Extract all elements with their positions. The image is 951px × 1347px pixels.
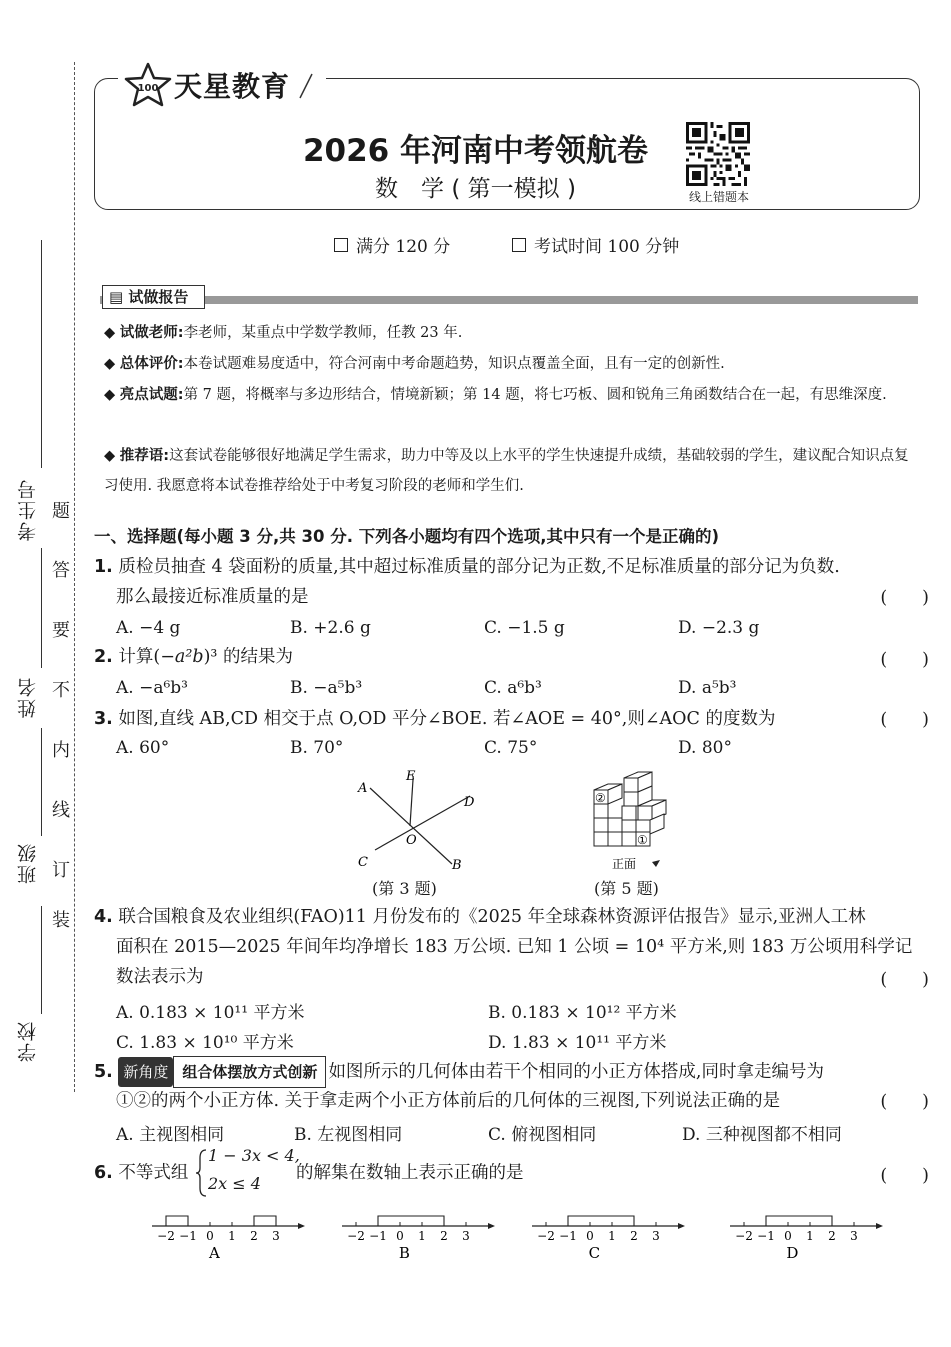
- exam-number-label: 考生号: [17, 478, 39, 541]
- tick-label: 3: [462, 1229, 470, 1243]
- choice-label: C: [588, 1244, 601, 1262]
- class-label: 班级: [17, 842, 39, 884]
- page-title: 2026 年河南中考领航卷: [302, 133, 649, 169]
- tick-label: 3: [850, 1229, 858, 1243]
- point-label-d: D: [464, 795, 475, 810]
- brace-icon: [196, 1148, 208, 1198]
- question-expression: −a²b: [160, 647, 204, 667]
- point-label-b: B: [452, 858, 462, 873]
- question-1-line2: 那么最接近标准质量的是: [116, 587, 309, 607]
- innovation-tag: 组合体摆放方式创新: [173, 1056, 326, 1088]
- front-arrow-icon: [652, 860, 660, 867]
- numberline-b[interactable]: [340, 1204, 500, 1264]
- figure-3-lines: [340, 766, 490, 876]
- question-4: [94, 902, 932, 932]
- report-item-text: 这套试卷能够很好地满足学生需求，助力中等及以上水平的学生快速提升成绩，基础较弱的学生，建议配合知识点复习使用. 我愿意将本试卷推荐给处于中考复习阶段的老师和学生们.: [104, 448, 909, 494]
- report-item: ◆ 试做老师:李老师，某重点中学数学教师，任教 23 年.: [104, 325, 463, 341]
- axis-arrow-icon: [876, 1223, 883, 1229]
- name-blank[interactable]: [41, 548, 42, 668]
- report-item: ◆ 亮点试题:第 7 题，将概率与多边形结合，情境新颖；第 14 题，将七巧板、圆和锐角三角函数结合在一起，有思维深度.: [104, 387, 887, 403]
- answer-blank[interactable]: ( ): [880, 1092, 929, 1112]
- solution-bracket: [254, 1216, 276, 1226]
- school-label: 学校: [17, 1020, 39, 1062]
- numberline-c[interactable]: [530, 1204, 690, 1264]
- choice-label: B: [398, 1244, 410, 1262]
- report-item-label: 试做老师:: [119, 325, 184, 341]
- option-c[interactable]: C. 1.83 × 10¹⁰ 平方米: [116, 1033, 294, 1053]
- option-b[interactable]: B. 0.183 × 10¹² 平方米: [488, 1003, 677, 1023]
- tick-label: 0: [396, 1229, 404, 1243]
- seal-char: 线: [52, 800, 70, 821]
- option-b[interactable]: B. 70°: [290, 738, 344, 758]
- axis-arrow-icon: [488, 1223, 495, 1229]
- point-label-e: E: [406, 769, 416, 784]
- school-blank[interactable]: [41, 906, 42, 1014]
- report-tag-label: 试做报告: [128, 288, 189, 306]
- option-a[interactable]: A. 0.183 × 10¹¹ 平方米: [116, 1003, 305, 1023]
- tick-label: −2: [537, 1229, 555, 1243]
- solution-bracket: [766, 1216, 832, 1226]
- question-number: 4.: [94, 907, 113, 927]
- tick-label: 2: [250, 1229, 258, 1243]
- answer-blank[interactable]: ( ): [880, 970, 929, 990]
- question-2: [94, 642, 932, 672]
- answer-blank[interactable]: ( ): [880, 710, 929, 730]
- option-a[interactable]: A. −a⁶b³: [116, 678, 188, 698]
- name-label: 姓名: [17, 676, 39, 718]
- question-text: )³ 的结果为: [203, 647, 293, 667]
- seal-char: 内: [52, 740, 70, 761]
- question-number: 5.: [94, 1062, 113, 1082]
- star-logo-icon: [122, 62, 174, 108]
- brand-slash-icon: [296, 70, 316, 100]
- checkbox-icon: [334, 238, 348, 252]
- question-text: 不等式组: [118, 1163, 189, 1183]
- question-5: [94, 1056, 932, 1088]
- report-item-label: 推荐语:: [119, 448, 170, 464]
- option-d[interactable]: D. 三种视图都不相同: [682, 1125, 842, 1145]
- binding-dashed-line: [74, 62, 75, 1092]
- figure-5-caption: (第 5 题): [594, 879, 659, 898]
- option-d[interactable]: D. 80°: [678, 738, 732, 758]
- tick-label: 1: [228, 1229, 236, 1243]
- front-label: 正面: [612, 857, 637, 871]
- question-1: [94, 552, 932, 582]
- report-item-label: 总体评价:: [119, 356, 184, 372]
- report-tag: [102, 285, 205, 309]
- option-d[interactable]: D. 1.83 × 10¹¹ 平方米: [488, 1033, 667, 1053]
- document-icon: ▤: [109, 288, 124, 306]
- seal-char: 答: [52, 560, 70, 581]
- tick-label: −1: [559, 1229, 577, 1243]
- question-number: 3.: [94, 709, 113, 729]
- axis-arrow-icon: [298, 1223, 305, 1229]
- seal-char: 要: [52, 620, 70, 641]
- option-a[interactable]: A. −4 g: [116, 618, 181, 638]
- tick-label: 2: [440, 1229, 448, 1243]
- question-text: 计算(: [118, 647, 161, 667]
- answer-blank[interactable]: ( ): [880, 1166, 929, 1186]
- point-label-a: A: [358, 781, 368, 796]
- question-text: 质检员抽查 4 袋面粉的质量,其中超过标准质量的部分记为正数,不足标准质量的部分记为负数.: [118, 557, 840, 577]
- seal-char: 题: [52, 501, 70, 522]
- tick-label: 3: [652, 1229, 660, 1243]
- seal-char: 装: [52, 910, 70, 931]
- seal-char: 不: [52, 680, 70, 701]
- question-4-line2: 面积在 2015—2025 年间年均净增长 183 万公顷. 已知 1 公顷 = 10⁴ 平方米,则 183 万公顷用科学记: [116, 937, 913, 957]
- checkbox-icon: [512, 238, 526, 252]
- option-a[interactable]: A. 60°: [116, 738, 170, 758]
- option-c[interactable]: C. a⁶b³: [484, 678, 542, 698]
- question-text: 如图所示的几何体由若干个相同的小正方体搭成,同时拿走编号为: [328, 1062, 824, 1082]
- time-text: 考试时间 100 分钟: [534, 237, 680, 257]
- report-bar: [100, 296, 918, 304]
- solution-bracket: [568, 1216, 634, 1226]
- figure-3-caption: (第 3 题): [372, 879, 437, 898]
- tick-label: −2: [347, 1229, 365, 1243]
- cube-mark-1: ①: [637, 833, 648, 847]
- option-d[interactable]: D. −2.3 g: [678, 618, 760, 638]
- tick-label: 0: [586, 1229, 594, 1243]
- report-item: ◆ 推荐语:这套试卷能够很好地满足学生需求，助力中等及以上水平的学生快速提升成绩，基础较弱的学生，建议配合知识点复习使用. 我愿意将本试卷推荐给处于中考复习阶段的老师和学生们.: [104, 448, 909, 494]
- time-info: [512, 232, 679, 257]
- option-c[interactable]: C. 75°: [484, 738, 538, 758]
- new-angle-tag: 新角度: [118, 1057, 173, 1087]
- tick-label: 2: [828, 1229, 836, 1243]
- brand-name: 天星教育: [174, 70, 291, 103]
- tick-label: −2: [157, 1229, 175, 1243]
- tick-label: 0: [206, 1229, 214, 1243]
- inequality-1: 1 − 3x < 4,: [208, 1146, 300, 1165]
- page-subtitle: 数 学 ( 第一模拟 ): [375, 176, 576, 202]
- option-d[interactable]: D. a⁵b³: [678, 678, 737, 698]
- section-heading: 一、选择题(每小题 3 分,共 30 分. 下列各小题均有四个选项,其中只有一个是正确的): [94, 527, 720, 546]
- question-3: [94, 704, 932, 734]
- cube-mark-2: ②: [595, 791, 606, 805]
- report-item-label: 亮点试题:: [119, 387, 184, 403]
- option-b[interactable]: B. +2.6 g: [290, 618, 371, 638]
- question-number: 2.: [94, 647, 113, 667]
- tick-label: −1: [179, 1229, 197, 1243]
- option-c[interactable]: C. −1.5 g: [484, 618, 565, 638]
- class-blank[interactable]: [41, 728, 42, 836]
- point-label-c: C: [358, 855, 368, 870]
- figure-5-cubes: [582, 766, 682, 876]
- seal-char: 订: [52, 860, 70, 881]
- tick-label: 2: [630, 1229, 638, 1243]
- tick-label: 3: [272, 1229, 280, 1243]
- question-4-line3: 数法表示为: [116, 967, 204, 987]
- option-b[interactable]: B. 左视图相同: [294, 1125, 403, 1145]
- answer-blank[interactable]: ( ): [880, 650, 929, 670]
- question-number: 6.: [94, 1163, 113, 1183]
- tick-label: 1: [418, 1229, 426, 1243]
- tick-label: 0: [784, 1229, 792, 1243]
- report-item-text: 第 7 题，将概率与多边形结合，情境新颖；第 14 题，将七巧板、圆和锐角三角函数结合在一起，有思维深度.: [183, 387, 887, 403]
- brand: [118, 62, 326, 108]
- axis-arrow-icon: [678, 1223, 685, 1229]
- inequality-2: 2x ≤ 4: [208, 1174, 261, 1193]
- report-item-text: 李老师，某重点中学数学教师，任教 23 年.: [183, 325, 463, 341]
- solution-bracket: [378, 1216, 444, 1226]
- qr-caption: 线上错题本: [688, 190, 749, 204]
- tick-label: −1: [369, 1229, 387, 1243]
- question-6-text: 的解集在数轴上表示正确的是: [296, 1163, 524, 1183]
- full-score-text: 满分 120 分: [356, 237, 451, 257]
- question-text: 如图,直线 AB,CD 相交于点 O,OD 平分∠BOE. 若∠AOE = 40°,则∠AOC 的度数为: [118, 709, 776, 729]
- answer-blank[interactable]: ( ): [880, 588, 929, 608]
- tick-label: 1: [608, 1229, 616, 1243]
- brand-badge: 100: [137, 83, 159, 94]
- tick-label: −2: [735, 1229, 753, 1243]
- question-number: 1.: [94, 557, 113, 577]
- numberline-d[interactable]: [728, 1204, 888, 1264]
- qr-code-icon[interactable]: [686, 122, 750, 186]
- full-score-info: [334, 232, 450, 257]
- solution-bracket: [166, 1216, 188, 1226]
- question-text: 联合国粮食及农业组织(FAO)11 月份发布的《2025 年全球森林资源评估报告》显示,亚洲人工林: [118, 907, 866, 927]
- tick-label: −1: [757, 1229, 775, 1243]
- tick-label: 1: [806, 1229, 814, 1243]
- report-item: ◆ 总体评价:本卷试题难易度适中，符合河南中考命题趋势，知识点覆盖全面，且有一定的创新性.: [104, 356, 725, 372]
- question-5-line2: ①②的两个小正方体. 关于拿走两个小正方体前后的几何体的三视图,下列说法正确的是: [116, 1091, 781, 1111]
- choice-label: D: [786, 1244, 799, 1262]
- point-label-o: O: [406, 833, 417, 848]
- numberline-a[interactable]: [150, 1208, 310, 1264]
- option-c[interactable]: C. 俯视图相同: [488, 1125, 597, 1145]
- option-b[interactable]: B. −a⁵b³: [290, 678, 363, 698]
- exam-number-blank[interactable]: [41, 240, 42, 468]
- choice-label: A: [208, 1244, 220, 1262]
- report-item-text: 本卷试题难易度适中，符合河南中考命题趋势，知识点覆盖全面，且有一定的创新性.: [183, 356, 725, 372]
- option-a[interactable]: A. 主视图相同: [116, 1125, 225, 1145]
